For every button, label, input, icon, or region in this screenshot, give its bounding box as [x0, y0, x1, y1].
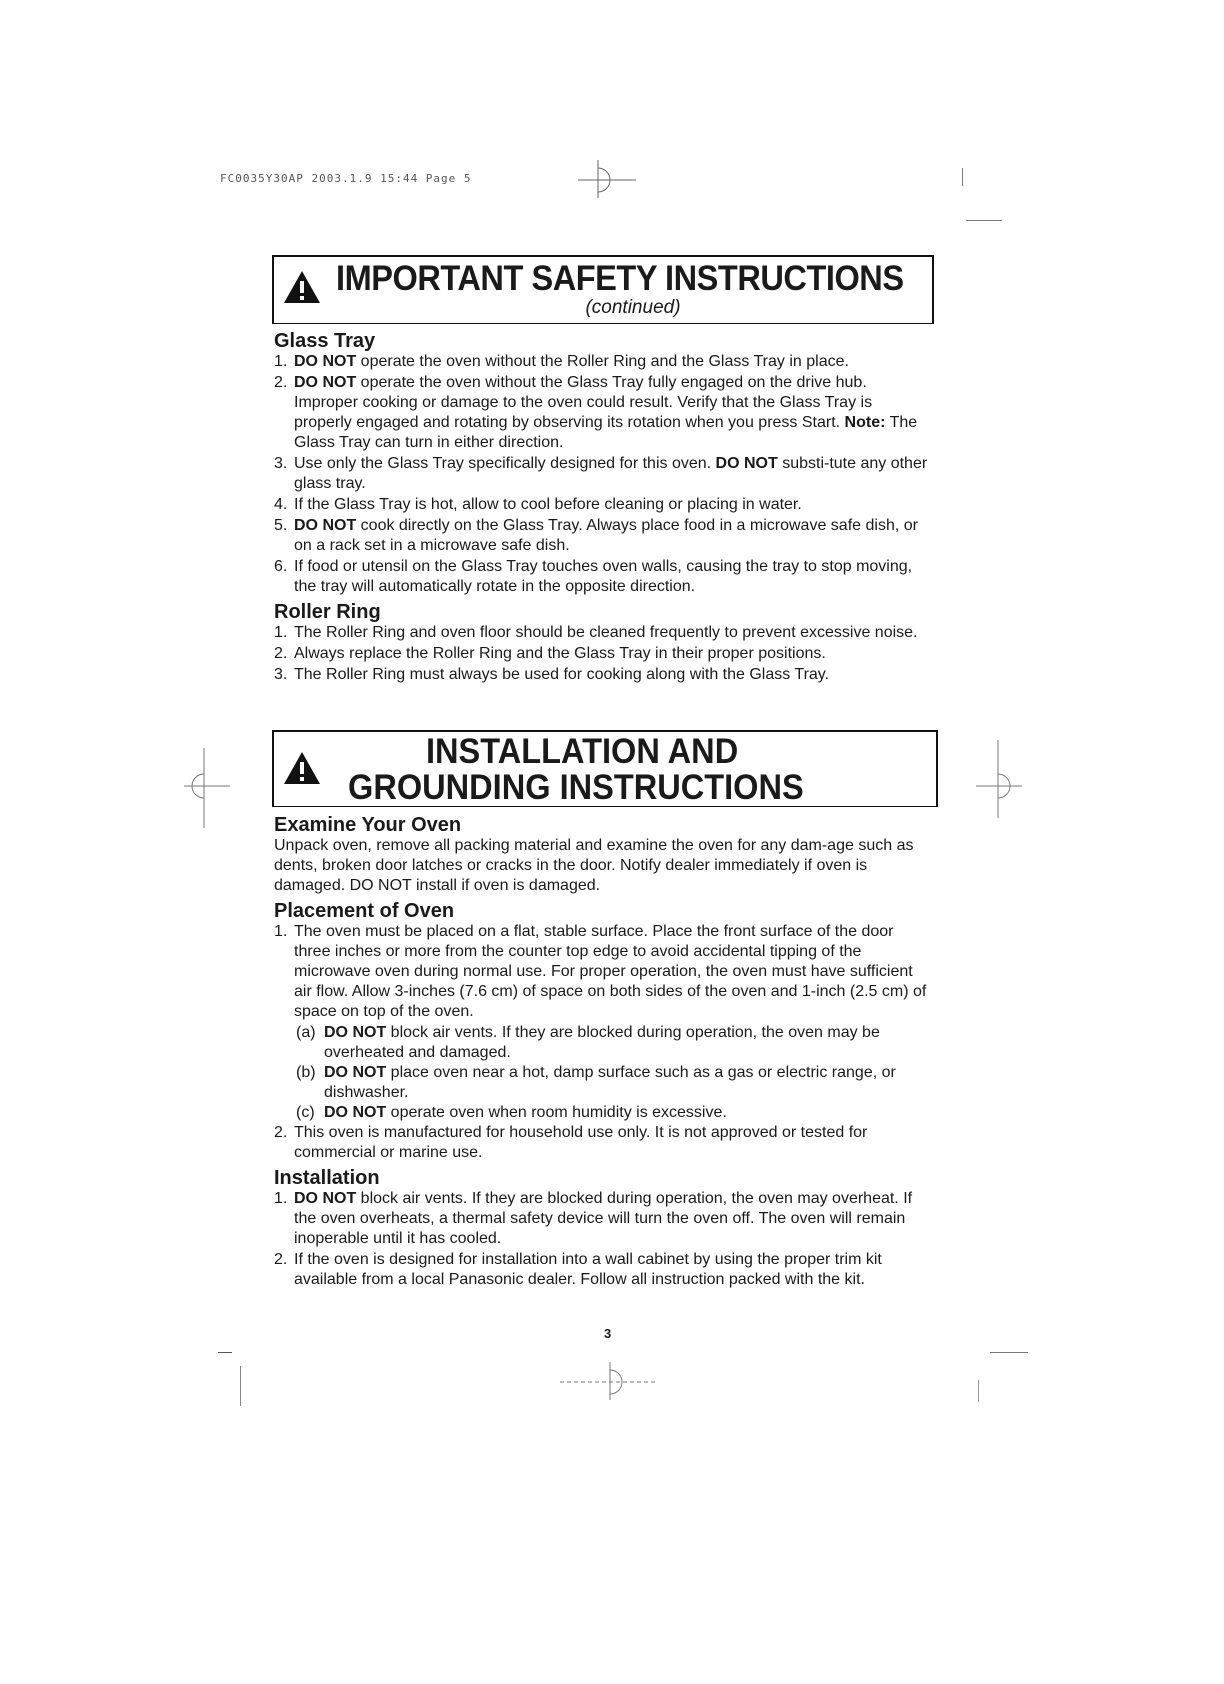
- sub-list-item: (c) DO NOT operate oven when room humidity is excessive.: [296, 1104, 727, 1121]
- crop-mark: [966, 220, 1002, 221]
- section-heading: Roller Ring: [274, 601, 381, 623]
- banner-subtitle: (continued): [585, 297, 681, 318]
- registration-mark-bottom: [560, 1362, 660, 1402]
- section-heading: Glass Tray: [274, 330, 376, 352]
- list-item: 2. If the oven is designed for installation into a wall cabinet by using the proper trim kit available from a local Panasonic dealer. Follow all instruction packed with the kit.: [274, 1251, 882, 1288]
- crop-mark: [990, 1352, 1028, 1353]
- list-item: 1. DO NOT operate the oven without the Roller Ring and the Glass Tray in place.: [274, 353, 849, 370]
- glass-tray-section: [274, 330, 934, 686]
- banner-title: IMPORTANT SAFETY INSTRUCTIONS: [336, 259, 904, 298]
- registration-mark-left: [184, 748, 234, 828]
- list-item: 2. DO NOT operate the oven without the Glass Tray fully engaged on the drive hub. Improper cooking or damage to the oven could result. Verify that the Glass Tray is properly engaged and rotating by observing its rotation when you press Start. Note: The Glass Tray can turn in either direction.: [274, 374, 918, 451]
- list-item: 4. If the Glass Tray is hot, allow to cool before cleaning or placing in water.: [274, 496, 802, 513]
- banner-title-line2: GROUNDING INSTRUCTIONS: [348, 768, 804, 807]
- registration-mark-right: [976, 740, 1026, 820]
- list-item: 5. DO NOT cook directly on the Glass Tray. Always place food in a microwave safe dish, or on a rack set in a microwave safe dish.: [274, 517, 918, 554]
- safety-instructions-banner: [272, 255, 934, 324]
- list-item: 3. Use only the Glass Tray specifically designed for this oven. DO NOT substi-tute any other glass tray.: [274, 455, 928, 492]
- sub-list-item: (b) DO NOT place oven near a hot, damp surface such as a gas or electric range, or dishwasher.: [296, 1064, 896, 1101]
- list-item: 6. If food or utensil on the Glass Tray touches oven walls, causing the tray to stop moving, the tray will automatically rotate in the opposite direction.: [274, 558, 913, 595]
- registration-mark-top: [578, 160, 638, 200]
- glass-tray-list: [274, 352, 934, 597]
- banner-title-line1: INSTALLATION AND: [426, 732, 739, 771]
- page-number: 3: [604, 1326, 612, 1341]
- list-item: 1. The Roller Ring and oven floor should be cleaned frequently to prevent excessive noise.: [274, 624, 918, 641]
- list-item: 3. The Roller Ring must always be used for cooking along with the Glass Tray.: [274, 666, 830, 683]
- installation-banner: [272, 730, 938, 807]
- installation-section: [274, 814, 934, 1291]
- crop-mark: [218, 1352, 232, 1353]
- list-item: 1. The oven must be placed on a flat, stable surface. Place the front surface of the door three inches or more from the counter top edge to avoid accidental tipping of the microwave oven during normal use. For proper operation, the oven must have sufficient air flow. Allow 3-inches (7.6 cm) of space on both sides of the oven and 1-inch (2.5 cm) of space on top of the oven.: [274, 923, 927, 1020]
- section-heading: Installation: [274, 1167, 380, 1189]
- crop-mark: [978, 1380, 979, 1402]
- roller-ring-list: [274, 623, 934, 685]
- warning-icon: [282, 750, 322, 786]
- crop-mark: [240, 1366, 241, 1406]
- sub-list-item: (a) DO NOT block air vents. If they are blocked during operation, the oven may be overheated and damaged.: [296, 1024, 880, 1061]
- placement-list: [274, 922, 934, 1163]
- list-item: 2. Always replace the Roller Ring and the Glass Tray in their proper positions.: [274, 645, 826, 662]
- section-heading: Examine Your Oven: [274, 814, 462, 836]
- section-heading: Placement of Oven: [274, 900, 455, 922]
- list-item: 1. DO NOT block air vents. If they are blocked during operation, the oven may overheat. If the oven overheats, a thermal safety device will turn the oven off. The oven will remain inoperable until it has cooled.: [274, 1190, 913, 1247]
- examine-text: Unpack oven, remove all packing material and examine the oven for any dam-age such as dents, broken door latches or cracks in the door. Notify dealer immediately if oven is damaged. DO NOT install if oven is damaged.: [274, 837, 914, 894]
- crop-mark: [962, 168, 963, 186]
- list-item: 2. This oven is manufactured for household use only. It is not approved or tested for commercial or marine use.: [274, 1124, 868, 1161]
- installation-list: [274, 1189, 934, 1290]
- print-header: FC0035Y30AP 2003.1.9 15:44 Page 5: [220, 172, 472, 185]
